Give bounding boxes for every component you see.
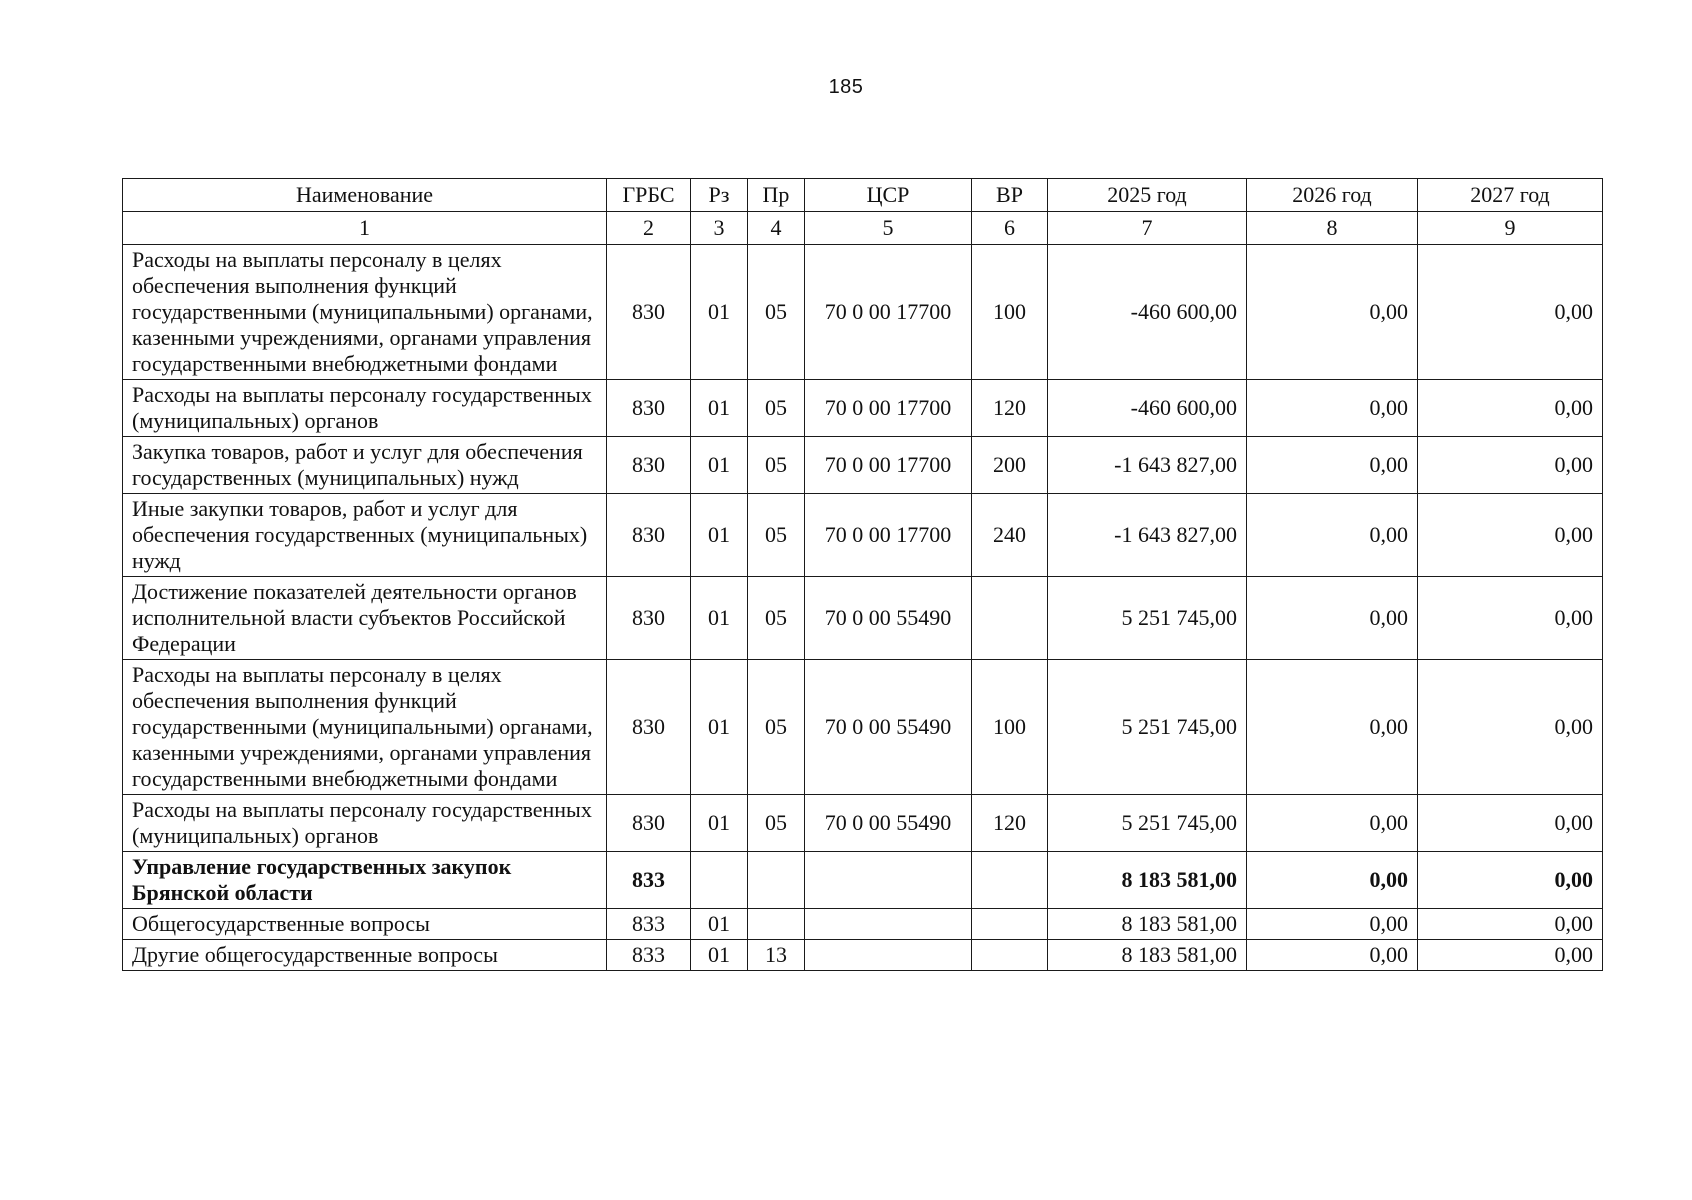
cell-2025: -460 600,00 — [1048, 380, 1247, 437]
header-name: Наименование — [123, 179, 607, 212]
cell-vr: 200 — [972, 437, 1048, 494]
cell-pr: 13 — [748, 940, 805, 971]
cell-name: Закупка товаров, работ и услуг для обеспечения государственных (муниципальных) нужд — [123, 437, 607, 494]
cell-grbs: 830 — [607, 660, 691, 795]
cell-name: Управление государственных закупок Брянской области — [123, 852, 607, 909]
table-row — [123, 437, 1603, 494]
cell-grbs: 830 — [607, 795, 691, 852]
cell-vr — [972, 577, 1048, 660]
column-number: 1 — [123, 212, 607, 245]
cell-vr: 100 — [972, 245, 1048, 380]
cell-csr: 70 0 00 17700 — [805, 380, 972, 437]
header-pr: Пр — [748, 179, 805, 212]
table-row — [123, 380, 1603, 437]
cell-csr — [805, 909, 972, 940]
page-number: 185 — [828, 76, 864, 98]
cell-pr: 05 — [748, 577, 805, 660]
header-row — [123, 179, 1603, 212]
cell-2026: 0,00 — [1247, 380, 1418, 437]
cell-pr: 05 — [748, 437, 805, 494]
table-row — [123, 852, 1603, 909]
cell-grbs: 830 — [607, 245, 691, 380]
cell-rz: 01 — [691, 577, 748, 660]
column-number: 3 — [691, 212, 748, 245]
cell-name: Общегосударственные вопросы — [123, 909, 607, 940]
cell-grbs: 830 — [607, 577, 691, 660]
cell-csr — [805, 940, 972, 971]
column-number: 4 — [748, 212, 805, 245]
cell-rz: 01 — [691, 940, 748, 971]
cell-2025: 8 183 581,00 — [1048, 909, 1247, 940]
cell-2025: -1 643 827,00 — [1048, 494, 1247, 577]
cell-rz: 01 — [691, 494, 748, 577]
header-2027: 2027 год — [1418, 179, 1603, 212]
cell-grbs: 833 — [607, 940, 691, 971]
column-number: 7 — [1048, 212, 1247, 245]
header-2025: 2025 год — [1048, 179, 1247, 212]
cell-grbs: 830 — [607, 380, 691, 437]
cell-rz: 01 — [691, 660, 748, 795]
cell-rz — [691, 852, 748, 909]
cell-2025: -1 643 827,00 — [1048, 437, 1247, 494]
cell-pr — [748, 852, 805, 909]
column-number: 8 — [1247, 212, 1418, 245]
cell-2025: 5 251 745,00 — [1048, 795, 1247, 852]
cell-2025: 5 251 745,00 — [1048, 577, 1247, 660]
table-body — [123, 245, 1603, 971]
cell-2026: 0,00 — [1247, 577, 1418, 660]
column-number: 9 — [1418, 212, 1603, 245]
cell-vr: 240 — [972, 494, 1048, 577]
cell-2027: 0,00 — [1418, 577, 1603, 660]
cell-name: Расходы на выплаты персоналу в целях обеспечения выполнения функций государственными (муниципальными) органами, казенными учреждениями, органами управления государственными внебюджетными фондами — [123, 245, 607, 380]
cell-csr: 70 0 00 17700 — [805, 437, 972, 494]
cell-2026: 0,00 — [1247, 795, 1418, 852]
cell-pr: 05 — [748, 660, 805, 795]
cell-2025: 8 183 581,00 — [1048, 852, 1247, 909]
header-csr: ЦСР — [805, 179, 972, 212]
cell-pr: 05 — [748, 795, 805, 852]
cell-name: Расходы на выплаты персоналу государственных (муниципальных) органов — [123, 795, 607, 852]
cell-2026: 0,00 — [1247, 494, 1418, 577]
column-number: 2 — [607, 212, 691, 245]
table-header — [123, 179, 1603, 245]
cell-name: Другие общегосударственные вопросы — [123, 940, 607, 971]
cell-2027: 0,00 — [1418, 795, 1603, 852]
cell-name: Расходы на выплаты персоналу в целях обеспечения выполнения функций государственными (муниципальными) органами, казенными учреждениями, органами управления государственными внебюджетными фондами — [123, 660, 607, 795]
cell-csr — [805, 852, 972, 909]
cell-name: Расходы на выплаты персоналу государственных (муниципальных) органов — [123, 380, 607, 437]
cell-2026: 0,00 — [1247, 660, 1418, 795]
cell-2026: 0,00 — [1247, 909, 1418, 940]
table-row — [123, 660, 1603, 795]
cell-2026: 0,00 — [1247, 437, 1418, 494]
table-row — [123, 494, 1603, 577]
cell-grbs: 833 — [607, 909, 691, 940]
cell-2027: 0,00 — [1418, 940, 1603, 971]
cell-name: Иные закупки товаров, работ и услуг для обеспечения государственных (муниципальных) нужд — [123, 494, 607, 577]
cell-2025: 8 183 581,00 — [1048, 940, 1247, 971]
cell-vr — [972, 852, 1048, 909]
cell-rz: 01 — [691, 909, 748, 940]
cell-grbs: 833 — [607, 852, 691, 909]
cell-pr — [748, 909, 805, 940]
header-2026: 2026 год — [1247, 179, 1418, 212]
cell-csr: 70 0 00 55490 — [805, 795, 972, 852]
table-row — [123, 577, 1603, 660]
cell-rz: 01 — [691, 245, 748, 380]
cell-2027: 0,00 — [1418, 494, 1603, 577]
table-row — [123, 245, 1603, 380]
table-row — [123, 940, 1603, 971]
cell-2027: 0,00 — [1418, 380, 1603, 437]
cell-2027: 0,00 — [1418, 437, 1603, 494]
cell-rz: 01 — [691, 437, 748, 494]
cell-vr: 100 — [972, 660, 1048, 795]
cell-csr: 70 0 00 55490 — [805, 660, 972, 795]
cell-2027: 0,00 — [1418, 852, 1603, 909]
column-number: 5 — [805, 212, 972, 245]
cell-2026: 0,00 — [1247, 245, 1418, 380]
cell-2027: 0,00 — [1418, 660, 1603, 795]
cell-2027: 0,00 — [1418, 909, 1603, 940]
column-number: 6 — [972, 212, 1048, 245]
header-vr: ВР — [972, 179, 1048, 212]
cell-csr: 70 0 00 17700 — [805, 494, 972, 577]
cell-2026: 0,00 — [1247, 852, 1418, 909]
cell-pr: 05 — [748, 380, 805, 437]
cell-name: Достижение показателей деятельности органов исполнительной власти субъектов Российской Федерации — [123, 577, 607, 660]
cell-grbs: 830 — [607, 437, 691, 494]
column-number-row — [123, 212, 1603, 245]
cell-2026: 0,00 — [1247, 940, 1418, 971]
cell-vr: 120 — [972, 380, 1048, 437]
cell-rz: 01 — [691, 795, 748, 852]
cell-pr: 05 — [748, 494, 805, 577]
cell-vr — [972, 940, 1048, 971]
cell-2027: 0,00 — [1418, 245, 1603, 380]
header-rz: Рз — [691, 179, 748, 212]
cell-2025: -460 600,00 — [1048, 245, 1247, 380]
cell-grbs: 830 — [607, 494, 691, 577]
cell-pr: 05 — [748, 245, 805, 380]
cell-csr: 70 0 00 55490 — [805, 577, 972, 660]
cell-2025: 5 251 745,00 — [1048, 660, 1247, 795]
budget-table — [122, 178, 1603, 971]
header-grbs: ГРБС — [607, 179, 691, 212]
cell-csr: 70 0 00 17700 — [805, 245, 972, 380]
table-row — [123, 795, 1603, 852]
cell-vr — [972, 909, 1048, 940]
cell-vr: 120 — [972, 795, 1048, 852]
table-row — [123, 909, 1603, 940]
cell-rz: 01 — [691, 380, 748, 437]
